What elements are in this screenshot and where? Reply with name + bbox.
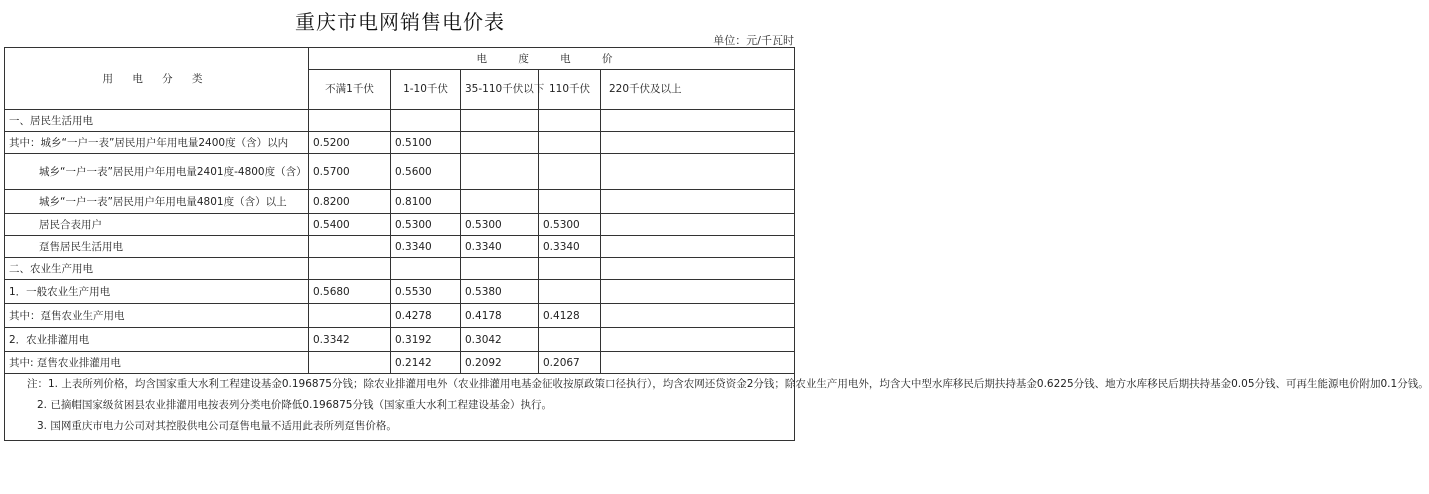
cell <box>539 258 601 280</box>
note-1: 注：1. 上表所列价格，均含国家重大水利工程建设基金0.196875分钱；除农业排灌用电外（农业排灌用电基金征收按原政策口径执行），均含农网还贷资金2分钱；除农业生产用电外，均含大中型水库移民后期扶持基金0.6225分钱、地方水库移民后期扶持基金0.05分钱、可再生能源电价附加0.1分钱。 <box>27 378 1429 390</box>
cell: 0.5300 <box>391 214 461 236</box>
row-label: 其中: 趸售农业排灌用电 <box>5 352 309 374</box>
cell: 0.3340 <box>391 236 461 258</box>
cell <box>309 258 391 280</box>
cell <box>461 110 539 132</box>
row-label: 1．一般农业生产用电 <box>5 280 309 304</box>
cell: 0.5380 <box>461 280 539 304</box>
category-header: 用 电 分 类 <box>5 48 309 110</box>
cell: 0.3042 <box>461 328 539 352</box>
cell <box>601 214 795 236</box>
table-row <box>5 280 795 304</box>
cell: 0.5600 <box>391 154 461 190</box>
cell <box>309 304 391 328</box>
cell: 0.5100 <box>391 132 461 154</box>
cell <box>461 258 539 280</box>
cell: 0.5680 <box>309 280 391 304</box>
unit-label: 单位：元/千瓦时 <box>713 34 794 47</box>
cell <box>601 236 795 258</box>
note-2: 2. 已摘帽国家级贫困县农业排灌用电按表列分类电价降低0.196875分钱（国家重大水利工程建设基金）执行。 <box>37 399 552 411</box>
cell: 0.5400 <box>309 214 391 236</box>
row-label: 二、农业生产用电 <box>5 258 309 280</box>
cell: 0.5700 <box>309 154 391 190</box>
column-header: 1-10千伏 <box>391 70 461 110</box>
row-label: 城乡“一户一表”居民用户年用电量4801度（含）以上 <box>5 190 309 214</box>
cell <box>601 258 795 280</box>
cell <box>461 190 539 214</box>
cell <box>601 280 795 304</box>
cell <box>539 280 601 304</box>
row-label: 其中：趸售农业生产用电 <box>5 304 309 328</box>
cell: 0.5200 <box>309 132 391 154</box>
table-row <box>5 236 795 258</box>
cell <box>539 110 601 132</box>
price-header: 电 度 电 价 <box>309 48 795 70</box>
cell <box>601 190 795 214</box>
cell <box>309 110 391 132</box>
cell <box>391 258 461 280</box>
table-row <box>5 258 795 280</box>
cell <box>601 304 795 328</box>
cell: 0.8100 <box>391 190 461 214</box>
cell <box>539 190 601 214</box>
row-label: 2．农业排灌用电 <box>5 328 309 352</box>
row-label: 一、居民生活用电 <box>5 110 309 132</box>
cell: 0.2142 <box>391 352 461 374</box>
cell: 0.5300 <box>539 214 601 236</box>
cell <box>309 352 391 374</box>
cell <box>601 110 795 132</box>
column-header: 35-110千伏以下 <box>461 70 539 110</box>
cell <box>601 154 795 190</box>
row-label: 居民合表用户 <box>5 214 309 236</box>
cell: 0.4178 <box>461 304 539 328</box>
cell <box>601 352 795 374</box>
cell <box>461 154 539 190</box>
table-row <box>5 154 795 190</box>
cell: 0.5530 <box>391 280 461 304</box>
cell <box>461 132 539 154</box>
row-label: 趸售居民生活用电 <box>5 236 309 258</box>
table-row <box>5 304 795 328</box>
table-row <box>5 214 795 236</box>
column-header: 220千伏及以上 <box>601 70 795 110</box>
cell: 0.5300 <box>461 214 539 236</box>
row-label: 城乡“一户一表”居民用户年用电量2401度-4800度（含） <box>5 154 309 190</box>
cell <box>601 328 795 352</box>
cell: 0.4278 <box>391 304 461 328</box>
column-header: 不满1千伏 <box>309 70 391 110</box>
cell: 0.3340 <box>539 236 601 258</box>
note-3: 3. 国网重庆市电力公司对其控股供电公司趸售电量不适用此表所列趸售价格。 <box>37 420 397 432</box>
cell: 0.2092 <box>461 352 539 374</box>
table-row <box>5 110 795 132</box>
cell <box>539 328 601 352</box>
cell: 0.3340 <box>461 236 539 258</box>
tariff-table <box>4 47 1429 441</box>
cell <box>601 132 795 154</box>
cell: 0.2067 <box>539 352 601 374</box>
cell <box>539 132 601 154</box>
page-title: 重庆市电网销售电价表 <box>295 10 505 34</box>
notes-row <box>5 374 795 441</box>
cell: 0.3342 <box>309 328 391 352</box>
cell <box>539 154 601 190</box>
cell: 0.3192 <box>391 328 461 352</box>
column-header: 110千伏 <box>539 70 601 110</box>
cell <box>391 110 461 132</box>
cell: 0.8200 <box>309 190 391 214</box>
cell <box>309 236 391 258</box>
row-label: 其中：城乡“一户一表”居民用户年用电量2400度（含）以内 <box>5 132 309 154</box>
table-row <box>5 352 795 374</box>
cell: 0.4128 <box>539 304 601 328</box>
table-row <box>5 132 795 154</box>
table-row <box>5 190 795 214</box>
table-row <box>5 328 795 352</box>
